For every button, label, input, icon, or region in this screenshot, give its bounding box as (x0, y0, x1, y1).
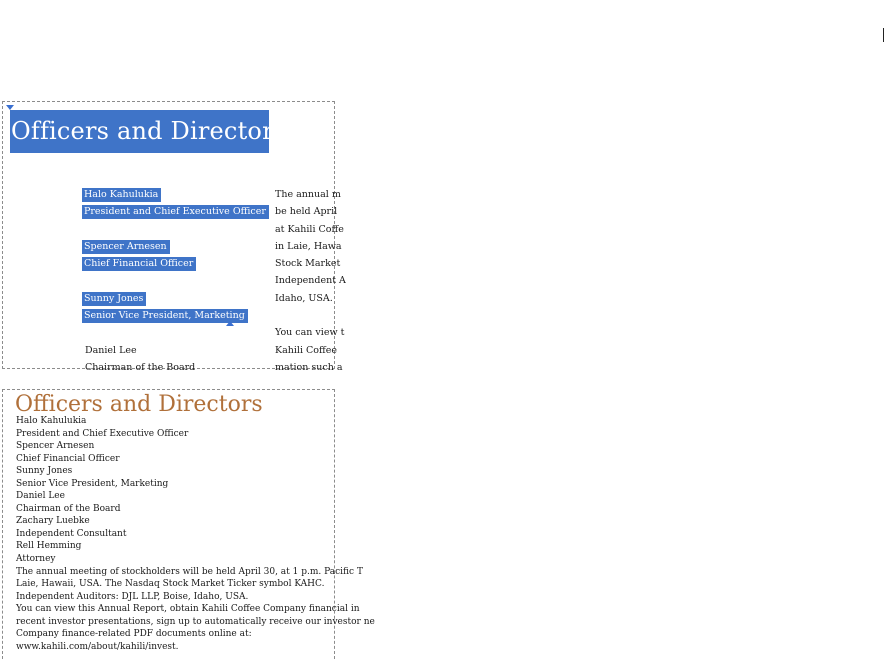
story-line: President and Chief Executive Officer (16, 428, 189, 439)
story-line: Attorney (16, 554, 56, 565)
story-heading: Officers and Directors (15, 392, 263, 417)
selected-heading[interactable]: Officers and Directors (10, 110, 269, 153)
col2-line: Kahili Coffee (275, 344, 337, 356)
story-line: Chief Financial Officer (16, 453, 120, 464)
col2-line: in Laie, Hawa (275, 240, 342, 252)
name-line-8[interactable]: Senior Vice President, Marketing (84, 307, 269, 324)
col2-line: Independent A (275, 275, 346, 287)
story-line: The annual meeting of stockholders will be held April 30, at 1 p.m. Pacific T (16, 566, 363, 577)
name-line-5[interactable]: Chief Financial Officer (84, 255, 269, 272)
col2-line: mation such a (275, 361, 343, 373)
name-line-1[interactable]: Halo Kahulukia (84, 186, 269, 203)
name-line-blank (84, 324, 269, 341)
story-line: Chairman of the Board (16, 503, 121, 514)
officer-names-column[interactable] (84, 186, 269, 376)
story-line: Laie, Hawaii, USA. The Nasdaq Stock Market Ticker symbol KAHC. (16, 579, 325, 590)
col2-line (275, 307, 346, 324)
name-line-10[interactable]: Daniel Lee (85, 344, 137, 356)
story-line: Company finance-related PDF documents online at: (16, 629, 252, 640)
story-line: Halo Kahulukia (16, 416, 87, 426)
story-line: recent investor presentations, sign up to automatically receive our investor ne (16, 616, 375, 627)
story-line: Daniel Lee (16, 491, 65, 502)
story-line: www.kahili.com/about/kahili/invest. (16, 641, 179, 652)
story-line: Senior Vice President, Marketing (16, 478, 169, 489)
story-line: Rell Hemming (16, 541, 82, 552)
story-line: Independent Consultant (16, 528, 127, 539)
story-line: You can view this Annual Report, obtain Kahili Coffee Company financial in (16, 604, 360, 615)
story-line: Sunny Jones (16, 466, 73, 477)
col2-line: The annual m (275, 189, 341, 200)
annual-meeting-column[interactable] (275, 186, 346, 376)
name-line-blank (84, 221, 269, 238)
layout-text-frame[interactable] (2, 101, 346, 373)
name-line-blank (84, 272, 269, 289)
story-line: Zachary Luebke (16, 516, 90, 527)
selection-end-marker-icon (226, 321, 234, 326)
canvas-edge-line (883, 28, 884, 42)
story-text-frame[interactable] (2, 389, 375, 659)
name-line-4[interactable]: Spencer Arnesen (84, 238, 269, 255)
col2-line: be held April (275, 206, 338, 218)
name-line-2[interactable]: President and Chief Executive Officer (84, 203, 269, 220)
col2-line: You can view t (275, 327, 345, 339)
col2-line: Idaho, USA. (275, 292, 333, 304)
story-line: Spencer Arnesen (16, 441, 95, 452)
name-line-11[interactable]: Chairman of the Board (85, 361, 196, 373)
story-body[interactable] (16, 415, 375, 653)
name-line-7[interactable]: Sunny Jones (84, 290, 269, 307)
col2-line: Stock Market (275, 258, 341, 270)
story-line: Independent Auditors: DJL LLP, Boise, Idaho, USA. (16, 591, 249, 602)
col2-line: at Kahili Coffe (275, 223, 344, 235)
